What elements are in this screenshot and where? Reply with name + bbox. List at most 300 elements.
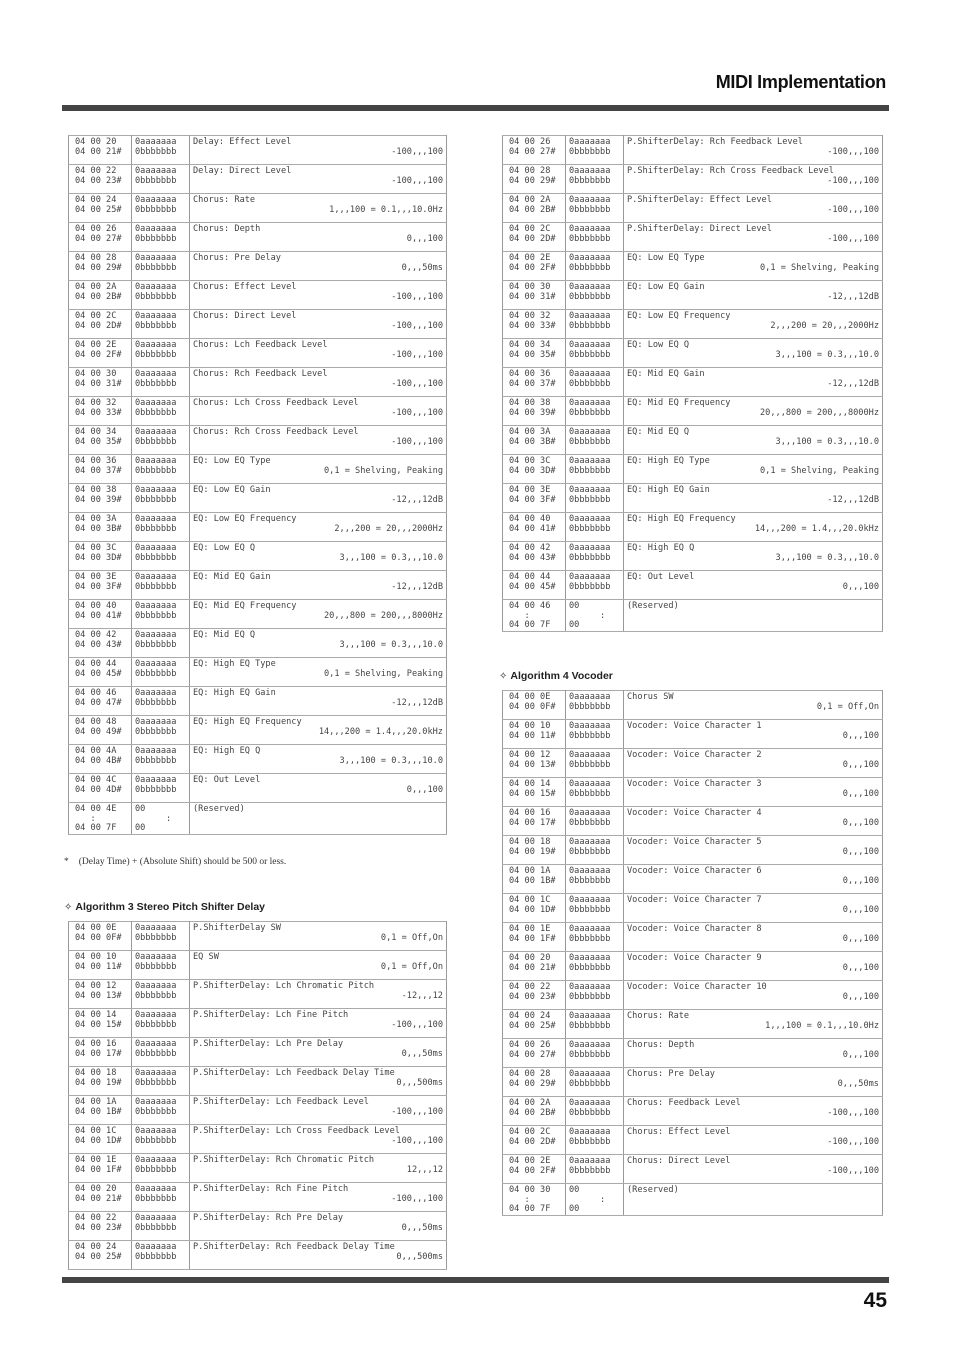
address-cell: 04 00 0E 04 00 0F#	[69, 922, 132, 951]
table-row	[503, 571, 883, 600]
description-cell	[190, 571, 447, 600]
description-cell	[190, 687, 447, 716]
description-cell	[190, 165, 447, 194]
data-format-cell: 0aaaaaaa 0bbbbbbb	[132, 455, 190, 484]
address-cell: 04 00 4C 04 00 4D#	[69, 774, 132, 803]
parameter-name: (Reserved)	[627, 1185, 679, 1195]
address-cell: 04 00 10 04 00 11#	[503, 720, 566, 749]
parameter-range: -100,,,100	[827, 1165, 879, 1176]
table-row	[69, 1125, 447, 1154]
parameter-range: 0,1 = Shelving, Peaking	[324, 668, 443, 679]
page-header-title: MIDI Implementation	[715, 72, 886, 92]
data-format-cell: 0aaaaaaa 0bbbbbbb	[132, 194, 190, 223]
parameter-name: Chorus: Rate	[627, 1011, 690, 1021]
description-cell	[624, 1068, 883, 1097]
parameter-name: Vocoder: Voice Character 9	[627, 953, 762, 963]
description-cell	[190, 1038, 447, 1067]
address-cell: 04 00 38 04 00 39#	[503, 397, 566, 426]
address-cell: 04 00 1C 04 00 1D#	[69, 1125, 132, 1154]
description-cell	[624, 807, 883, 836]
parameter-name: P.ShifterDelay: Rch Fine Pitch	[193, 1184, 349, 1194]
description-cell	[190, 542, 447, 571]
table-row	[503, 836, 883, 865]
data-format-cell: 0aaaaaaa 0bbbbbbb	[132, 542, 190, 571]
data-format-cell: 0aaaaaaa 0bbbbbbb	[566, 807, 624, 836]
description-cell	[624, 397, 883, 426]
address-cell: 04 00 30 04 00 31#	[69, 368, 132, 397]
parameter-name: EQ: High EQ Type	[193, 659, 276, 669]
data-format-cell: 0aaaaaaa 0bbbbbbb	[566, 778, 624, 807]
algorithm-4-heading-text: Algorithm 4 Vocoder	[510, 670, 613, 682]
parameter-name: EQ: High EQ Type	[627, 456, 710, 466]
parameter-range: -100,,,100	[391, 175, 443, 186]
param-table-left-top	[68, 135, 447, 835]
data-format-cell: 0aaaaaaa 0bbbbbbb	[566, 981, 624, 1010]
description-cell	[624, 194, 883, 223]
address-cell: 04 00 40 04 00 41#	[69, 600, 132, 629]
description-cell	[190, 745, 447, 774]
data-format-cell: 0aaaaaaa 0bbbbbbb	[132, 745, 190, 774]
table-row	[503, 600, 883, 632]
description-cell	[190, 1125, 447, 1154]
description-cell	[624, 894, 883, 923]
parameter-name: Vocoder: Voice Character 1	[627, 721, 762, 731]
parameter-range: 0,,,100	[842, 904, 879, 915]
parameter-name: EQ: Out Level	[193, 775, 261, 785]
table-row	[503, 136, 883, 165]
parameter-range: -12,,,12dB	[827, 291, 879, 302]
data-format-cell: 0aaaaaaa 0bbbbbbb	[566, 542, 624, 571]
address-cell: 04 00 3C 04 00 3D#	[503, 455, 566, 484]
parameter-name: EQ: Mid EQ Q	[193, 630, 256, 640]
table-row	[69, 1067, 447, 1096]
table-row	[69, 194, 447, 223]
address-cell: 04 00 26 04 00 27#	[503, 136, 566, 165]
parameter-name: Chorus: Feedback Level	[627, 1098, 741, 1108]
data-format-cell: 0aaaaaaa 0bbbbbbb	[132, 1009, 190, 1038]
description-cell	[190, 513, 447, 542]
description-cell	[624, 749, 883, 778]
table-row	[69, 803, 447, 835]
table-row	[69, 513, 447, 542]
description-cell	[190, 1212, 447, 1241]
description-cell	[624, 455, 883, 484]
address-cell: 04 00 4A 04 00 4B#	[69, 745, 132, 774]
table-row	[69, 136, 447, 165]
description-cell	[190, 1096, 447, 1125]
description-cell	[190, 600, 447, 629]
description-cell	[624, 778, 883, 807]
description-cell	[624, 223, 883, 252]
parameter-name: EQ: Low EQ Gain	[193, 485, 271, 495]
description-cell	[624, 952, 883, 981]
table-row	[503, 223, 883, 252]
param-table-algorithm-3	[68, 921, 447, 1270]
parameter-name: Vocoder: Voice Character 3	[627, 779, 762, 789]
table-row	[69, 774, 447, 803]
address-cell: 04 00 46 04 00 47#	[69, 687, 132, 716]
parameter-name: Chorus: Pre Delay	[627, 1069, 715, 1079]
parameter-range: 0,,,100	[842, 788, 879, 799]
data-format-cell: 0aaaaaaa 0bbbbbbb	[132, 658, 190, 687]
footnote-text: (Delay Time) + (Absolute Shift) should be 500 or less.	[78, 857, 287, 867]
parameter-name: Chorus: Rch Feedback Level	[193, 369, 328, 379]
address-cell: 04 00 26 04 00 27#	[503, 1039, 566, 1068]
parameter-name: Chorus: Effect Level	[627, 1127, 731, 1137]
address-cell: 04 00 48 04 00 49#	[69, 716, 132, 745]
parameter-range: 0,,,50ms	[837, 1078, 879, 1089]
parameter-name: Chorus: Direct Level	[627, 1156, 731, 1166]
description-cell	[624, 1097, 883, 1126]
table-row	[503, 455, 883, 484]
address-cell: 04 00 2A 04 00 2B#	[503, 194, 566, 223]
parameter-name: Chorus: Direct Level	[193, 311, 297, 321]
parameter-range: 0,,,100	[842, 730, 879, 741]
address-cell: 04 00 20 04 00 21#	[69, 136, 132, 165]
data-format-cell: 00 : 00	[566, 1184, 624, 1216]
address-cell: 04 00 16 04 00 17#	[69, 1038, 132, 1067]
table-row	[69, 687, 447, 716]
data-format-cell: 0aaaaaaa 0bbbbbbb	[132, 774, 190, 803]
table-row	[69, 368, 447, 397]
data-format-cell: 0aaaaaaa 0bbbbbbb	[566, 923, 624, 952]
data-format-cell: 0aaaaaaa 0bbbbbbb	[566, 1155, 624, 1184]
table-row	[69, 922, 447, 951]
address-cell: 04 00 2A 04 00 2B#	[503, 1097, 566, 1126]
parameter-range: 0,,,100	[842, 875, 879, 886]
parameter-name: Chorus: Effect Level	[193, 282, 297, 292]
data-format-cell: 0aaaaaaa 0bbbbbbb	[132, 252, 190, 281]
address-cell: 04 00 1A 04 00 1B#	[69, 1096, 132, 1125]
address-cell: 04 00 30 04 00 31#	[503, 281, 566, 310]
address-cell: 04 00 4E : 04 00 7F	[69, 803, 132, 835]
description-cell	[624, 165, 883, 194]
address-cell: 04 00 42 04 00 43#	[69, 629, 132, 658]
address-cell: 04 00 34 04 00 35#	[503, 339, 566, 368]
description-cell	[190, 716, 447, 745]
table-row	[503, 281, 883, 310]
address-cell: 04 00 14 04 00 15#	[503, 778, 566, 807]
parameter-range: 12,,,12	[406, 1164, 443, 1175]
parameter-range: -12,,,12dB	[391, 494, 443, 505]
address-cell: 04 00 2C 04 00 2D#	[69, 310, 132, 339]
table-row	[503, 952, 883, 981]
address-cell: 04 00 20 04 00 21#	[503, 952, 566, 981]
parameter-name: P.ShifterDelay SW	[193, 923, 281, 933]
parameter-range: -12,,,12dB	[827, 494, 879, 505]
parameter-range: 1,,,100 = 0.1,,,10.0Hz	[329, 204, 443, 215]
data-format-cell: 0aaaaaaa 0bbbbbbb	[566, 223, 624, 252]
table-row	[503, 339, 883, 368]
description-cell	[624, 542, 883, 571]
table-row	[503, 1097, 883, 1126]
address-cell: 04 00 18 04 00 19#	[69, 1067, 132, 1096]
parameter-range: -100,,,100	[391, 378, 443, 389]
address-cell: 04 00 3A 04 00 3B#	[69, 513, 132, 542]
description-cell	[624, 1184, 883, 1216]
table-row	[503, 778, 883, 807]
address-cell: 04 00 2E 04 00 2F#	[69, 339, 132, 368]
address-cell: 04 00 44 04 00 45#	[69, 658, 132, 687]
address-cell: 04 00 2E 04 00 2F#	[503, 1155, 566, 1184]
parameter-name: P.ShifterDelay: Lch Cross Feedback Level	[193, 1126, 400, 1136]
footnote	[64, 857, 286, 867]
parameter-range: 0,1 = Shelving, Peaking	[324, 465, 443, 476]
address-cell: 04 00 34 04 00 35#	[69, 426, 132, 455]
description-cell	[624, 571, 883, 600]
description-cell	[624, 691, 883, 720]
parameter-name: Chorus: Rch Cross Feedback Level	[193, 427, 359, 437]
description-cell	[624, 865, 883, 894]
parameter-range: -100,,,100	[391, 1106, 443, 1117]
parameter-range: 1,,,100 = 0.1,,,10.0Hz	[765, 1020, 879, 1031]
parameter-range: -12,,,12dB	[827, 378, 879, 389]
parameter-range: 0,,,100	[842, 817, 879, 828]
data-format-cell: 0aaaaaaa 0bbbbbbb	[132, 368, 190, 397]
table-row	[69, 310, 447, 339]
description-cell	[190, 1154, 447, 1183]
parameter-range: 0,,,50ms	[401, 1222, 443, 1233]
data-format-cell: 0aaaaaaa 0bbbbbbb	[566, 426, 624, 455]
parameter-name: Chorus: Lch Cross Feedback Level	[193, 398, 359, 408]
parameter-range: 0,1 = Off,On	[816, 701, 879, 712]
address-cell: 04 00 24 04 00 25#	[69, 1241, 132, 1270]
table-row	[503, 1010, 883, 1039]
data-format-cell: 0aaaaaaa 0bbbbbbb	[132, 922, 190, 951]
address-cell: 04 00 28 04 00 29#	[503, 165, 566, 194]
parameter-name: Vocoder: Voice Character 2	[627, 750, 762, 760]
description-cell	[190, 310, 447, 339]
address-cell: 04 00 2C 04 00 2D#	[503, 1126, 566, 1155]
data-format-cell: 0aaaaaaa 0bbbbbbb	[566, 571, 624, 600]
address-cell: 04 00 30 : 04 00 7F	[503, 1184, 566, 1216]
description-cell	[624, 981, 883, 1010]
parameter-name: EQ: Low EQ Q	[193, 543, 256, 553]
table-row	[503, 165, 883, 194]
description-cell	[190, 426, 447, 455]
address-cell: 04 00 22 04 00 23#	[503, 981, 566, 1010]
address-cell: 04 00 12 04 00 13#	[503, 749, 566, 778]
table-row	[503, 368, 883, 397]
description-cell	[624, 1010, 883, 1039]
parameter-name: Vocoder: Voice Character 8	[627, 924, 762, 934]
description-cell	[190, 252, 447, 281]
table-row	[503, 426, 883, 455]
description-cell	[190, 803, 447, 835]
description-cell	[624, 1126, 883, 1155]
parameter-range: 0,,,100	[842, 759, 879, 770]
data-format-cell: 0aaaaaaa 0bbbbbbb	[566, 368, 624, 397]
data-format-cell: 0aaaaaaa 0bbbbbbb	[132, 1241, 190, 1270]
parameter-name: Vocoder: Voice Character 4	[627, 808, 762, 818]
data-format-cell: 0aaaaaaa 0bbbbbbb	[132, 1183, 190, 1212]
table-row	[69, 281, 447, 310]
data-format-cell: 0aaaaaaa 0bbbbbbb	[566, 1010, 624, 1039]
parameter-name: EQ: Mid EQ Gain	[193, 572, 271, 582]
parameter-range: 0,1 = Off,On	[380, 932, 443, 943]
address-cell: 04 00 16 04 00 17#	[503, 807, 566, 836]
parameter-range: 20,,,800 = 200,,,8000Hz	[324, 610, 443, 621]
address-cell: 04 00 38 04 00 39#	[69, 484, 132, 513]
data-format-cell: 0aaaaaaa 0bbbbbbb	[132, 1154, 190, 1183]
description-cell	[190, 922, 447, 951]
address-cell: 04 00 1A 04 00 1B#	[503, 865, 566, 894]
table-row	[503, 981, 883, 1010]
parameter-name: P.ShifterDelay: Lch Feedback Delay Time	[193, 1068, 395, 1078]
address-cell: 04 00 18 04 00 19#	[503, 836, 566, 865]
data-format-cell: 0aaaaaaa 0bbbbbbb	[566, 952, 624, 981]
parameter-name: EQ: Mid EQ Frequency	[627, 398, 731, 408]
description-cell	[190, 339, 447, 368]
description-cell	[624, 720, 883, 749]
address-cell: 04 00 26 04 00 27#	[69, 223, 132, 252]
data-format-cell: 0aaaaaaa 0bbbbbbb	[566, 339, 624, 368]
table-row	[69, 1096, 447, 1125]
table-row	[503, 397, 883, 426]
parameter-name: EQ: Low EQ Gain	[627, 282, 705, 292]
parameter-range: -100,,,100	[827, 1136, 879, 1147]
address-cell: 04 00 3E 04 00 3F#	[503, 484, 566, 513]
data-format-cell: 0aaaaaaa 0bbbbbbb	[132, 716, 190, 745]
data-format-cell: 0aaaaaaa 0bbbbbbb	[566, 865, 624, 894]
parameter-name: EQ: Low EQ Type	[627, 253, 705, 263]
address-cell: 04 00 2A 04 00 2B#	[69, 281, 132, 310]
parameter-range: 0,,,50ms	[401, 262, 443, 273]
table-row	[69, 629, 447, 658]
address-cell: 04 00 36 04 00 37#	[69, 455, 132, 484]
address-cell: 04 00 24 04 00 25#	[503, 1010, 566, 1039]
parameter-name: Chorus SW	[627, 692, 674, 702]
parameter-range: -12,,,12dB	[391, 581, 443, 592]
table-row	[503, 691, 883, 720]
parameter-range: 14,,,200 = 1.4,,,20.0kHz	[754, 523, 879, 534]
table-row	[503, 252, 883, 281]
data-format-cell: 0aaaaaaa 0bbbbbbb	[566, 281, 624, 310]
parameter-range: 0,1 = Shelving, Peaking	[760, 262, 879, 273]
description-cell	[624, 368, 883, 397]
parameter-range: -100,,,100	[827, 175, 879, 186]
parameter-range: -12,,,12	[401, 990, 443, 1001]
table-row	[69, 397, 447, 426]
data-format-cell: 0aaaaaaa 0bbbbbbb	[132, 513, 190, 542]
data-format-cell: 0aaaaaaa 0bbbbbbb	[132, 397, 190, 426]
parameter-range: 3,,,100 = 0.3,,,10.0	[339, 639, 443, 650]
table-row	[503, 1068, 883, 1097]
parameter-name: Vocoder: Voice Character 7	[627, 895, 762, 905]
address-cell: 04 00 24 04 00 25#	[69, 194, 132, 223]
table-row	[503, 1184, 883, 1216]
table-row	[503, 310, 883, 339]
description-cell	[190, 774, 447, 803]
table-row	[69, 426, 447, 455]
table-row	[503, 720, 883, 749]
description-cell	[190, 368, 447, 397]
address-cell: 04 00 22 04 00 23#	[69, 1212, 132, 1241]
table-row	[69, 484, 447, 513]
parameter-name: Delay: Effect Level	[193, 137, 292, 147]
description-cell	[190, 980, 447, 1009]
data-format-cell: 0aaaaaaa 0bbbbbbb	[132, 339, 190, 368]
address-cell: 04 00 2C 04 00 2D#	[503, 223, 566, 252]
table-row	[69, 600, 447, 629]
table-row	[69, 339, 447, 368]
description-cell	[624, 136, 883, 165]
table-row	[503, 1155, 883, 1184]
data-format-cell: 0aaaaaaa 0bbbbbbb	[566, 720, 624, 749]
parameter-range: 0,,,100	[406, 784, 443, 795]
table-row	[503, 865, 883, 894]
data-format-cell: 0aaaaaaa 0bbbbbbb	[566, 749, 624, 778]
address-cell: 04 00 10 04 00 11#	[69, 951, 132, 980]
parameter-name: Chorus: Pre Delay	[193, 253, 281, 263]
data-format-cell: 0aaaaaaa 0bbbbbbb	[566, 1039, 624, 1068]
data-format-cell: 0aaaaaaa 0bbbbbbb	[566, 836, 624, 865]
data-format-cell: 0aaaaaaa 0bbbbbbb	[566, 310, 624, 339]
table-row	[69, 455, 447, 484]
parameter-name: Chorus: Lch Feedback Level	[193, 340, 328, 350]
data-format-cell: 0aaaaaaa 0bbbbbbb	[566, 1126, 624, 1155]
parameter-range: -100,,,100	[391, 436, 443, 447]
description-cell	[624, 600, 883, 632]
address-cell: 04 00 42 04 00 43#	[503, 542, 566, 571]
description-cell	[190, 1009, 447, 1038]
parameter-range: 3,,,100 = 0.3,,,10.0	[775, 552, 879, 563]
data-format-cell: 0aaaaaaa 0bbbbbbb	[132, 223, 190, 252]
address-cell: 04 00 3E 04 00 3F#	[69, 571, 132, 600]
parameter-range: 0,,,100	[842, 962, 879, 973]
data-format-cell: 0aaaaaaa 0bbbbbbb	[566, 455, 624, 484]
description-cell	[190, 455, 447, 484]
address-cell: 04 00 46 : 04 00 7F	[503, 600, 566, 632]
parameter-range: -100,,,100	[391, 407, 443, 418]
table-row	[503, 749, 883, 778]
description-cell	[624, 836, 883, 865]
parameter-range: -100,,,100	[827, 1107, 879, 1118]
description-cell	[624, 923, 883, 952]
parameter-name: EQ: Mid EQ Gain	[627, 369, 705, 379]
description-cell	[190, 1067, 447, 1096]
parameter-name: P.ShifterDelay: Rch Cross Feedback Level	[627, 166, 834, 176]
parameter-range: -100,,,100	[391, 1019, 443, 1030]
address-cell: 04 00 32 04 00 33#	[503, 310, 566, 339]
parameter-name: P.ShifterDelay: Rch Pre Delay	[193, 1213, 344, 1223]
description-cell	[190, 1183, 447, 1212]
description-cell	[624, 339, 883, 368]
table-row	[69, 980, 447, 1009]
page-number: 45	[863, 1289, 887, 1312]
parameter-name: EQ: Out Level	[627, 572, 695, 582]
description-cell	[624, 310, 883, 339]
table-row	[503, 194, 883, 223]
parameter-name: (Reserved)	[627, 601, 679, 611]
parameter-name: Chorus: Depth	[627, 1040, 695, 1050]
table-row	[503, 513, 883, 542]
address-cell: 04 00 3A 04 00 3B#	[503, 426, 566, 455]
parameter-name: P.ShifterDelay: Direct Level	[627, 224, 772, 234]
data-format-cell: 0aaaaaaa 0bbbbbbb	[132, 571, 190, 600]
algorithm-3-heading	[64, 901, 265, 913]
table-row	[69, 716, 447, 745]
table-row	[69, 658, 447, 687]
data-format-cell: 0aaaaaaa 0bbbbbbb	[132, 1096, 190, 1125]
parameter-name: EQ: Low EQ Q	[627, 340, 690, 350]
data-format-cell: 0aaaaaaa 0bbbbbbb	[566, 252, 624, 281]
parameter-range: 0,,,100	[842, 933, 879, 944]
parameter-name: Vocoder: Voice Character 6	[627, 866, 762, 876]
parameter-range: 0,,,500ms	[396, 1251, 443, 1262]
data-format-cell: 0aaaaaaa 0bbbbbbb	[132, 281, 190, 310]
table-row	[69, 951, 447, 980]
